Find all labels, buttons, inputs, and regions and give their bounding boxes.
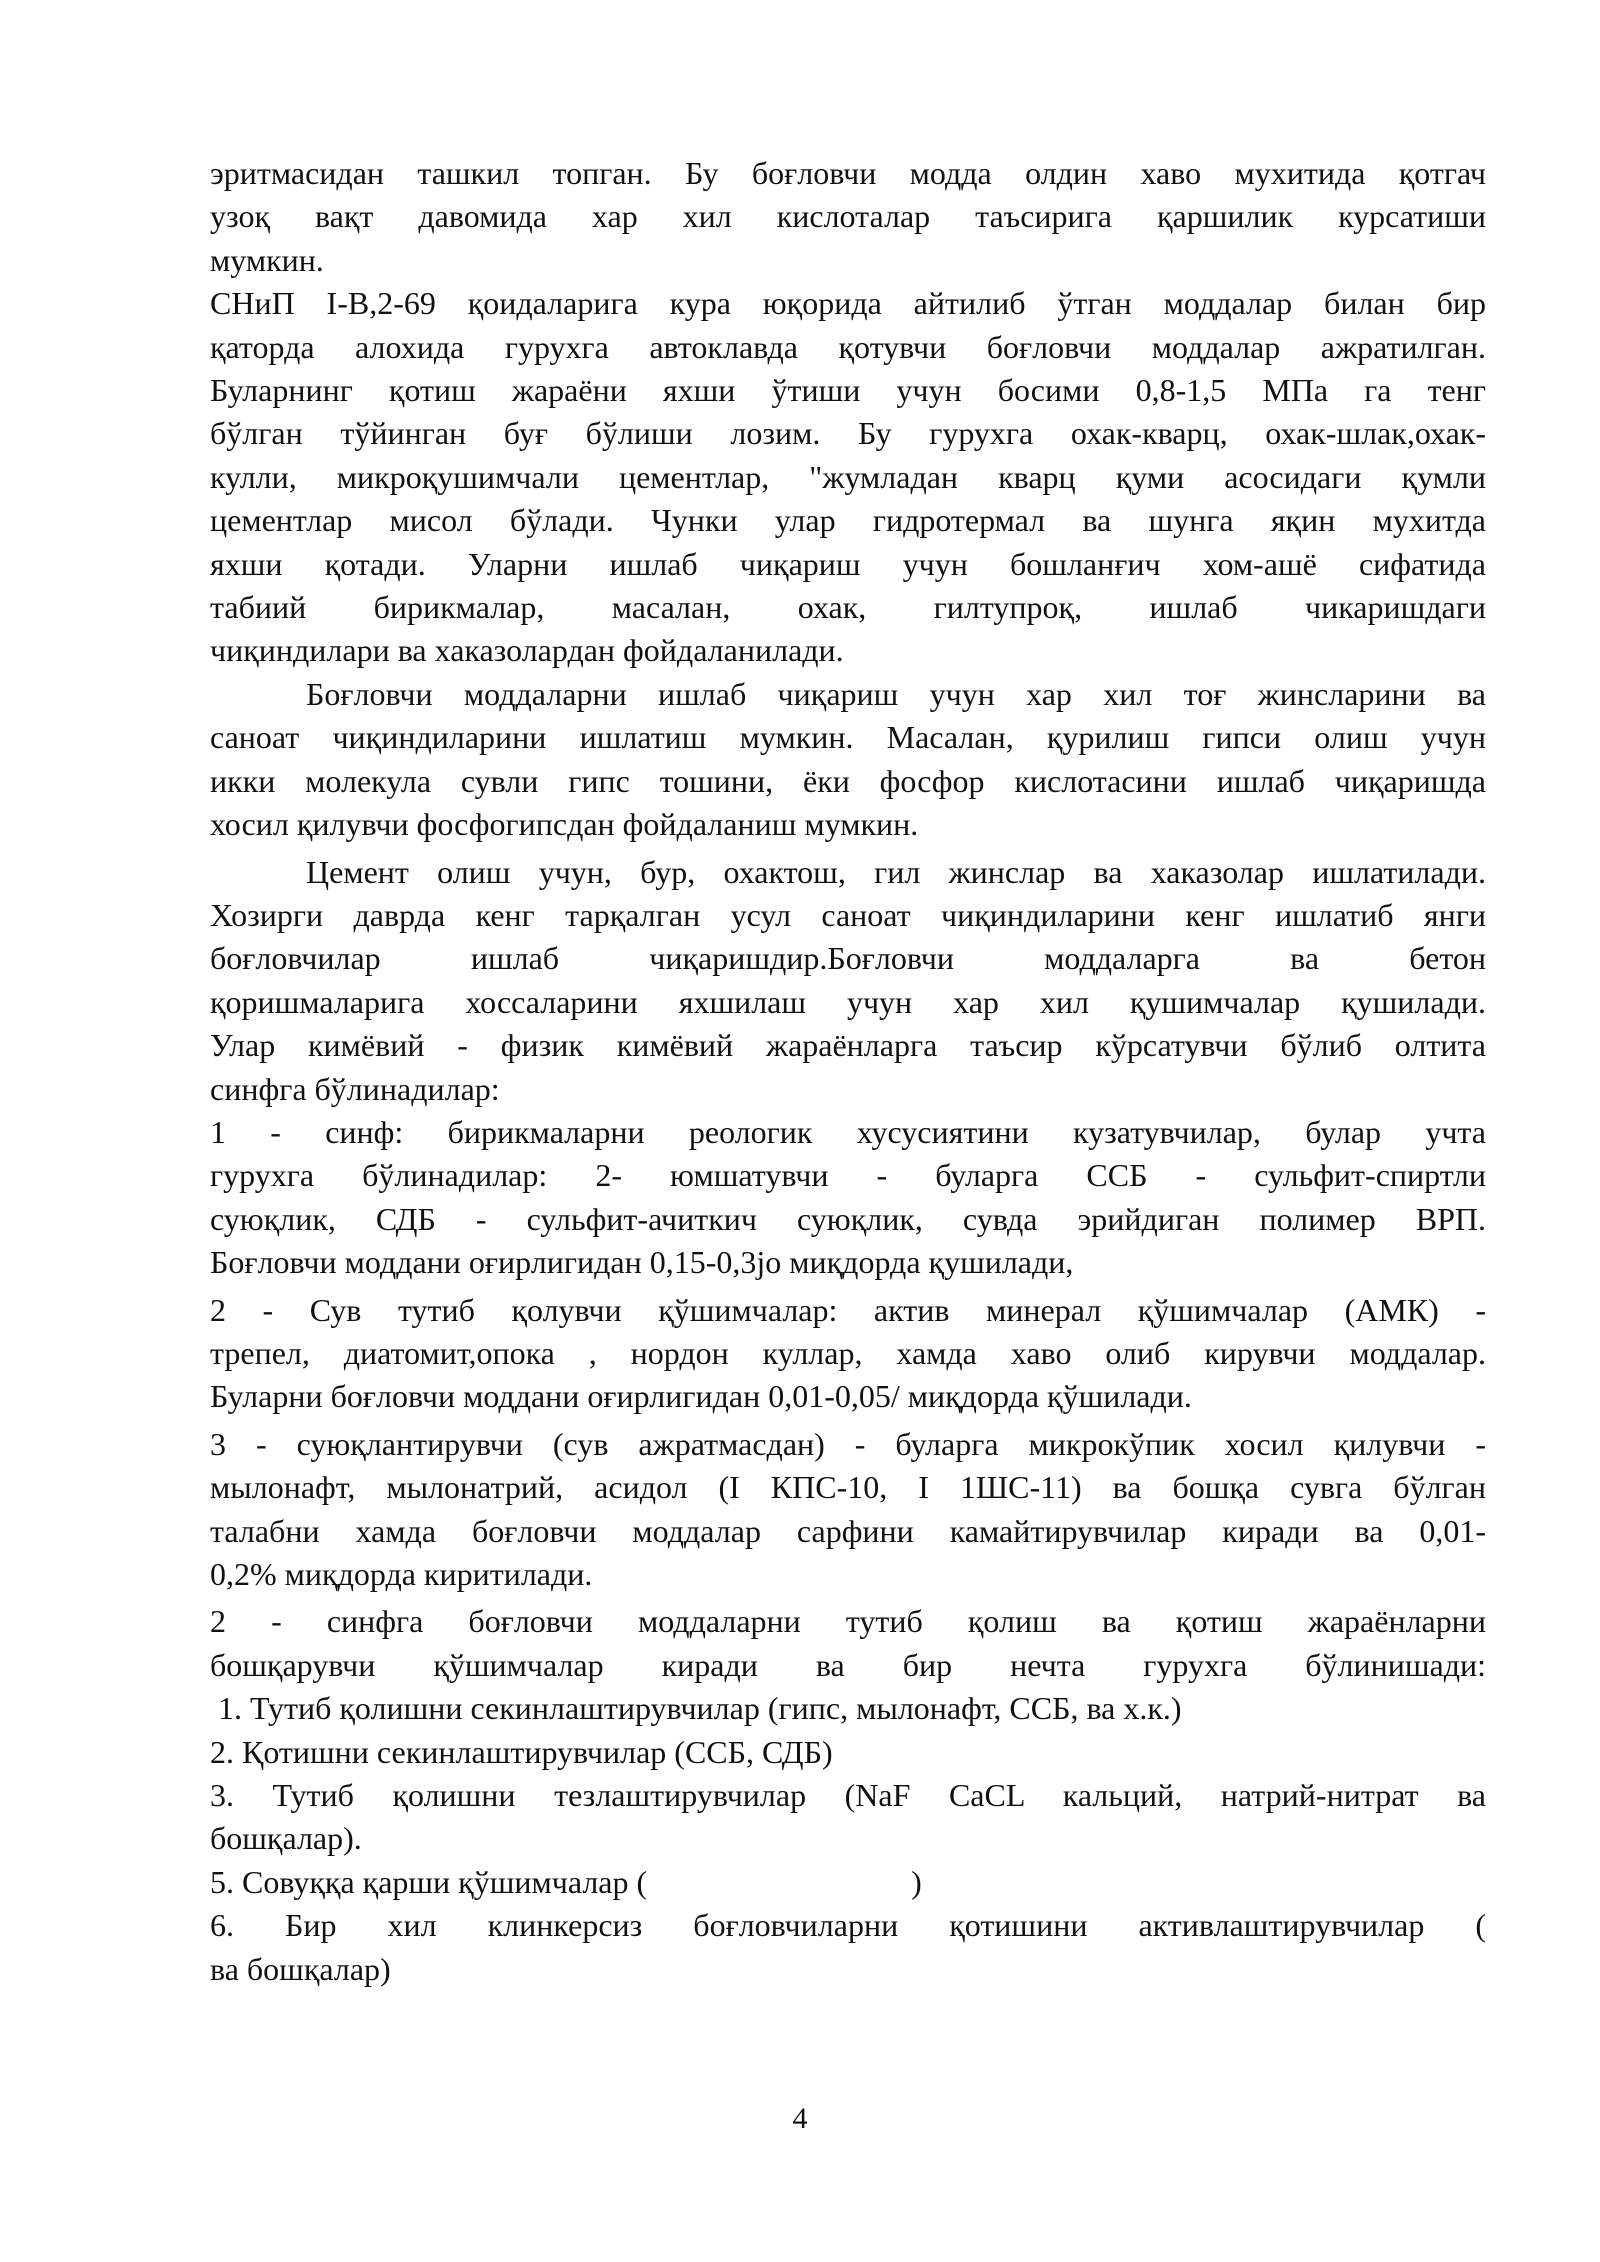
text-line: боғловчилар ишлаб чиқаришдир.Боғловчи моддаларга ва бетон [210,940,1486,977]
text-line: синфга бўлинадилар: [210,1070,500,1107]
text-line: Улар кимёвий - физик кимёвий жараёнларга таъсир кўрсатувчи бўлиб олтита [210,1027,1486,1064]
paragraph-6 [210,1289,1486,1419]
text-line: ва бошқалар) [210,1950,391,1987]
text-line: Хозирги даврда кенг тарқалган усул саноат чиқиндиларини кенг ишлатиб янги [210,896,1486,933]
text-line: 1. Тутиб қолишни секинлаштирувчилар (гипс, мылонафт, ССБ, ва х.к.) [210,1690,1182,1727]
paragraph-9 [210,1731,1486,1774]
text-line: 2 - синфга боғловчи моддаларни тутиб қолиш ва қотиш жараёнларни [210,1603,1486,1640]
paragraph-4 [210,851,1486,1111]
text-line: 1 - синф: бирикмаларни реологик хусусиятини кузатувчилар, булар учта [210,1113,1486,1150]
text-line: Цемент олиш учун, бур, охактош, гил жинслар ва хаказолар ишлатилади. [306,853,1486,890]
text-line: 2. Қотишни секинлаштирувчилар (ССБ, СДБ) [210,1733,833,1770]
text-line: эритмасидан ташкил топган. Бу боғловчи модда олдин хаво мухитида қотгач [210,155,1486,191]
text-line: 3 - суюқлантирувчи (сув ажратмасдан) - буларга микрокўпик хосил қилувчи - [210,1425,1486,1462]
paragraph-2 [210,282,1486,673]
paragraph-5 [210,1111,1486,1285]
text-line: узоқ вақт давомида хар хил кислоталар таъсирига қаршилик курсатиши [210,198,1486,235]
page-number: 4 [792,2102,808,2135]
paragraph-11 [210,1861,1486,1904]
text-line: яхши қотади. Уларни ишлаб чиқариш учун бошланғич хом-ашё сифатида [210,545,1486,582]
paragraph-3 [210,673,1486,847]
paragraph-8 [210,1600,1486,1730]
text-line: мумкин. [210,241,324,278]
text-line: трепел, диатомит,опока , нордон куллар, хамда хаво олиб кирувчи моддалар. [210,1334,1486,1371]
text-line: бошқарувчи қўшимчалар киради ва бир нечта гурухга бўлинишади: [210,1646,1486,1683]
text-line: гурухга бўлинадилар: 2- юмшатувчи - буларга ССБ - сульфит-спиртли [210,1157,1486,1194]
text-line: Буларнинг қотиш жараёни яхши ўтиши учун босими 0,8-1,5 МПа га тенг [210,372,1486,409]
text-line: саноат чиқиндиларини ишлатиш мумкин. Масалан, қурилиш гипси олиш учун [210,719,1486,756]
text-line: мылонафт, мылонатрий, асидол (I КПС-10, I 1ШС-11) ва бошқа сувга бўлган [210,1469,1486,1506]
text-line: 2 - Сув тутиб қолувчи қўшимчалар: актив минерал қўшимчалар (АМК) - [210,1291,1486,1328]
document-body [210,152,1486,1991]
text-line: бўлган тўйинган буғ бўлиши лозим. Бу гурухга охак-кварц, охак-шлак,охак- [210,415,1486,452]
text-line: талабни хамда боғловчи моддалар сарфини камайтирувчилар киради ва 0,01- [210,1512,1486,1549]
text-line: бошқалар). [210,1820,362,1857]
text-line: суюқлик, СДБ - сульфит-ачиткич суюқлик, сувда эрийдиган полимер ВРП. [210,1200,1486,1237]
text-line: 5. Совуққа қарши қўшимчалар ( ) [210,1863,922,1900]
text-line: 3. Тутиб қолишни тезлаштирувчилар (NaF CaCL кальций, натрий-нитрат ва [210,1777,1486,1814]
text-line: табиий бирикмалар, масалан, охак, гилтупроқ, ишлаб чикаришдаги [210,589,1486,626]
text-line: чиқиндилари ва хаказолардан фойдаланилади. [210,632,844,669]
paragraph-1 [210,152,1486,282]
text-line: Буларни боғловчи моддани оғирлигидан 0,01-0,05/ миқдорда қўшилади. [210,1378,1192,1415]
text-line: қоришмаларига хоссаларини яхшилаш учун хар хил қушимчалар қушилади. [210,983,1486,1020]
text-line: хосил қилувчи фосфогипсдан фойдаланиш мумкин. [210,806,919,843]
text-line: цементлар мисол бўлади. Чунки улар гидротермал ва шунга яқин мухитда [210,502,1486,539]
paragraph-10 [210,1774,1486,1861]
text-line: Боғловчи моддани оғирлигидан 0,15-0,3jo миқдорда қушилади, [210,1244,1074,1281]
paragraph-12 [210,1904,1486,1991]
paragraph-7 [210,1423,1486,1597]
text-line: СНиП I-В,2-69 қоидаларига кура юқорида айтилиб ўтган моддалар билан бир [210,285,1486,322]
text-line: Боғловчи моддаларни ишлаб чиқариш учун хар хил тоғ жинсларини ва [306,675,1486,712]
text-line: қаторда алохида гурухга автоклавда қотувчи боғловчи моддалар ажратилган. [210,328,1486,365]
text-line: 0,2% миқдорда киритилади. [210,1556,593,1592]
text-line: икки молекула сувли гипс тошини, ёки фосфор кислотасини ишлаб чиқаришда [210,762,1486,799]
text-line: кулли, микроқушимчали цементлар, "жумладан кварц қуми асосидаги қумли [210,458,1486,495]
text-line: 6. Бир хил клинкерсиз боғловчиларни қотишини активлаштирувчилар ( [210,1907,1486,1944]
